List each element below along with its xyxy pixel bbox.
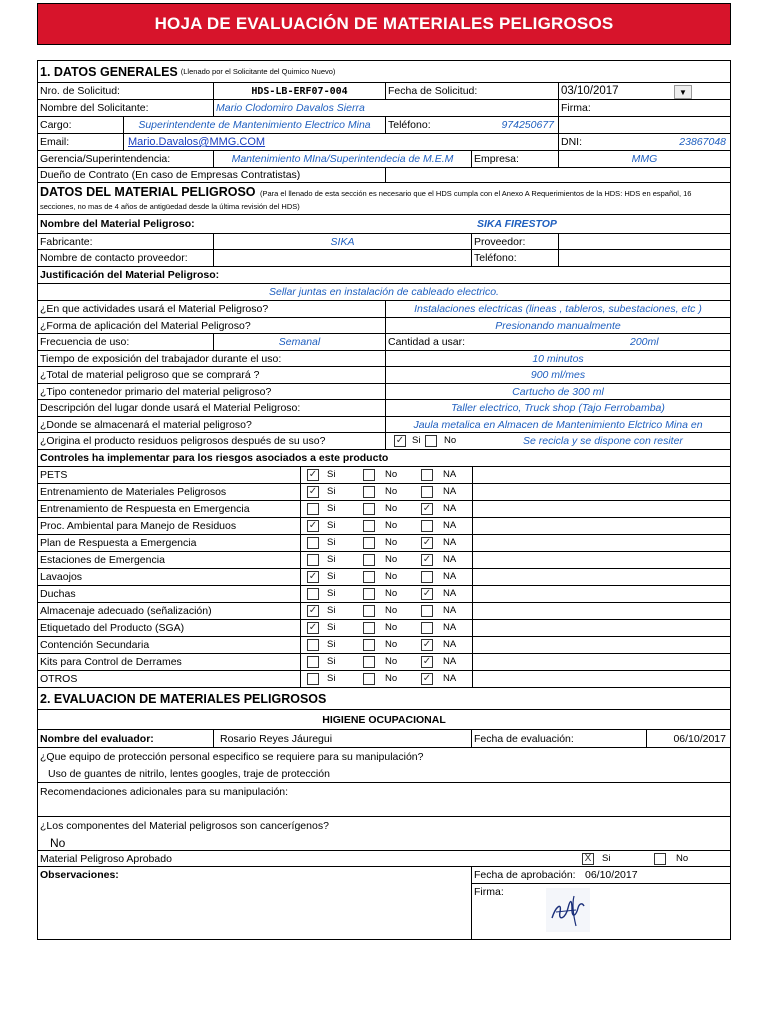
residuos-value: Se recicla y se dispone con resiter <box>523 435 683 447</box>
total-value: 900 ml/mes <box>385 367 730 383</box>
control-no-checkbox[interactable] <box>363 656 375 668</box>
control-label: Estaciones de Emergencia <box>40 554 165 566</box>
control-no-checkbox[interactable] <box>363 622 375 634</box>
control-si-label: Si <box>327 537 336 548</box>
control-label: Kits para Control de Derrames <box>40 656 182 668</box>
control-row <box>38 518 730 535</box>
control-row <box>38 484 730 501</box>
control-no-checkbox[interactable] <box>363 554 375 566</box>
control-si-label: Si <box>327 520 336 531</box>
fecha-aprobacion-label: Fecha de aprobación: <box>474 869 576 881</box>
cancer-question: ¿Los componentes del Material peligrosos son cancerígenos? <box>40 819 329 832</box>
control-no-label: No <box>385 469 398 480</box>
control-na-label: NA <box>443 605 457 616</box>
control-row <box>38 671 730 688</box>
frecuencia-value: Semanal <box>213 334 385 350</box>
controls-header <box>38 450 730 467</box>
control-na-label: NA <box>443 622 457 633</box>
forma-label: ¿Forma de aplicación del Material Peligroso? <box>40 319 251 332</box>
control-no-checkbox[interactable] <box>363 673 375 685</box>
control-no-label: No <box>385 622 398 633</box>
control-options <box>300 535 472 551</box>
forma-value: Presionando manualmente <box>385 318 730 333</box>
control-na-checkbox[interactable] <box>421 520 433 532</box>
section-1-note: (Llenado por el Solicitante del Quimico Nuevo) <box>180 67 336 76</box>
control-no-checkbox[interactable] <box>363 469 375 481</box>
material-note-b: secciones, no mas de 4 años de antigüedad desde la última revisión del HDS) <box>40 202 300 211</box>
control-no-label: No <box>385 503 398 514</box>
actividades-label: ¿En que actividades usará el Material Peligroso? <box>40 303 269 315</box>
control-no-label: No <box>385 537 398 548</box>
frecuencia-label: Frecuencia de uso: <box>40 336 130 348</box>
control-options <box>300 518 472 534</box>
control-si-checkbox[interactable]: ✓ <box>308 486 318 497</box>
control-options <box>300 637 472 653</box>
control-no-label: No <box>385 673 398 684</box>
control-notes <box>472 535 730 551</box>
row-gerencia <box>38 151 730 168</box>
control-row <box>38 620 730 637</box>
control-row <box>38 501 730 518</box>
tipo-value: Cartucho de 300 ml <box>385 384 730 399</box>
control-na-checkbox[interactable]: ✓ <box>422 588 432 599</box>
control-no-label: No <box>385 656 398 667</box>
control-na-label: NA <box>443 554 457 565</box>
control-options <box>300 586 472 602</box>
firma-aprobacion-label: Firma: <box>474 886 504 898</box>
gerencia-label: Gerencia/Superintendencia: <box>40 153 171 165</box>
controls-title: Controles ha implementar para los riesgos asociados a este producto <box>40 452 389 464</box>
control-label: Plan de Respuesta a Emergencia <box>40 537 197 549</box>
tiempo-value: 10 minutos <box>385 351 730 366</box>
cargo-label: Cargo: <box>40 119 72 131</box>
control-si-checkbox[interactable] <box>307 588 319 600</box>
email-link[interactable]: Mario.Davalos@MMG.COM <box>128 136 266 148</box>
control-no-label: No <box>385 605 398 616</box>
cargo-value: Superintendente de Mantenimiento Electrico Mina <box>123 117 385 133</box>
row-dueno-contrato <box>38 168 730 183</box>
row-cancerigenos <box>38 817 730 851</box>
control-si-checkbox[interactable] <box>307 656 319 668</box>
fecha-aprobacion-row <box>471 867 730 884</box>
control-row <box>38 569 730 586</box>
control-notes <box>472 518 730 534</box>
nro-label: Nro. de Solicitud: <box>40 85 120 97</box>
control-si-label: Si <box>327 605 336 616</box>
control-si-checkbox[interactable] <box>307 537 319 549</box>
higiene-title: HIGIENE OCUPACIONAL <box>322 713 446 726</box>
epp-question: ¿Que equipo de protección personal especifico se requiere para su manipulación? <box>40 750 424 763</box>
control-na-checkbox[interactable]: ✓ <box>422 554 432 565</box>
control-options <box>300 467 472 483</box>
row-aprobado <box>38 851 730 867</box>
residuos-si-label: Si <box>412 435 421 446</box>
control-label: Etiquetado del Producto (SGA) <box>40 622 185 634</box>
control-na-checkbox[interactable]: ✓ <box>422 673 432 684</box>
empresa-value: MMG <box>558 151 730 167</box>
control-no-checkbox[interactable] <box>363 503 375 515</box>
control-notes <box>472 501 730 517</box>
control-no-checkbox[interactable] <box>363 486 375 498</box>
control-na-checkbox[interactable] <box>421 605 433 617</box>
control-na-label: NA <box>443 537 457 548</box>
control-si-label: Si <box>327 571 336 582</box>
fecha-aprobacion-value: 06/10/2017 <box>585 869 638 881</box>
control-na-checkbox[interactable] <box>421 486 433 498</box>
control-label: OTROS <box>40 673 78 685</box>
control-si-label: Si <box>327 554 336 565</box>
fecha-evaluacion-value: 06/10/2017 <box>646 730 730 747</box>
actividades-value: Instalaciones electricas (lineas , tableros, subestaciones, etc ) <box>385 301 730 317</box>
row-tiempo <box>38 351 730 367</box>
control-si-checkbox[interactable]: ✓ <box>308 469 318 480</box>
fecha-solicitud-value: 03/10/2017 <box>561 85 619 97</box>
control-si-label: Si <box>327 588 336 599</box>
fabricante-value: SIKA <box>213 234 471 249</box>
control-no-label: No <box>385 520 398 531</box>
almacena-value: Jaula metalica en Almacen de Mantenimiento Elctrico Mina en <box>385 417 730 432</box>
lugar-label: Descripción del lugar donde usará el Material Peligroso: <box>40 402 301 414</box>
lugar-value: Taller electrico, Truck shop (Tajo Ferrobamba) <box>385 400 730 416</box>
control-na-checkbox[interactable]: ✓ <box>422 656 432 667</box>
control-notes <box>472 467 730 483</box>
control-na-checkbox[interactable]: ✓ <box>422 537 432 548</box>
control-si-checkbox[interactable]: ✓ <box>308 520 318 531</box>
row-almacena <box>38 417 730 433</box>
control-si-label: Si <box>327 673 336 684</box>
control-si-checkbox[interactable]: ✓ <box>308 622 318 633</box>
proveedor-label: Proveedor: <box>471 234 558 249</box>
evaluation-form <box>37 60 731 940</box>
control-na-label: NA <box>443 469 457 480</box>
control-row <box>38 552 730 569</box>
tiempo-label: Tiempo de exposición del trabajador durante el uso: <box>40 352 282 365</box>
control-na-checkbox[interactable]: ✓ <box>422 503 432 514</box>
fabricante-label: Fabricante: <box>40 235 93 248</box>
control-notes <box>472 569 730 585</box>
control-label: Almacenaje adecuado (señalización) <box>40 605 212 617</box>
control-options <box>300 484 472 500</box>
telefono-label: Teléfono: <box>385 117 465 133</box>
control-si-label: Si <box>327 656 336 667</box>
dni-value: 23867048 <box>679 136 726 148</box>
row-frecuencia <box>38 334 730 351</box>
dropdown-arrow-icon[interactable]: ▼ <box>674 85 692 99</box>
cantidad-label: Cantidad a usar: <box>385 334 515 350</box>
material-note-a: (Para el llenado de esta sección es necesario que el HDS cumpla con el Anexo A Requerimientos de la HDS: HDS en español, 16 <box>259 189 692 198</box>
evaluador-label: Nombre del evaluador: <box>40 732 154 745</box>
control-label: Entrenamiento de Materiales Peligrosos <box>40 486 227 498</box>
row-residuos <box>38 433 730 450</box>
control-notes <box>472 654 730 670</box>
justificacion-label: Justificación del Material Peligroso: <box>40 269 220 281</box>
control-na-label: NA <box>443 503 457 514</box>
control-no-checkbox[interactable] <box>363 639 375 651</box>
firma-aprobacion-box <box>471 884 730 939</box>
empresa-label: Empresa: <box>471 151 558 167</box>
telefono-proveedor-label: Teléfono: <box>471 250 558 266</box>
control-si-checkbox[interactable]: ✓ <box>308 605 318 616</box>
contacto-label: Nombre de contacto proveedor: <box>40 252 188 264</box>
control-label: Duchas <box>40 588 76 600</box>
fecha-solicitud-dropdown[interactable] <box>558 83 730 99</box>
aprobado-no-label: No <box>676 853 689 864</box>
residuos-label: ¿Origina el producto residuos peligrosos después de su uso? <box>40 435 326 447</box>
control-si-checkbox[interactable]: ✓ <box>308 571 318 582</box>
nombre-material-value: SIKA FIRESTOP <box>477 218 557 230</box>
epp-answer: Uso de guantes de nitrilo, lentes googles, traje de protección <box>48 767 330 780</box>
control-row <box>38 535 730 552</box>
dni-label: DNI: <box>558 134 618 150</box>
control-label: Contención Secundaria <box>40 639 150 651</box>
aprobado-label: Material Peligroso Aprobado <box>40 852 172 865</box>
control-notes <box>472 637 730 653</box>
firma-label: Firma: <box>558 100 730 116</box>
material-header <box>38 183 730 215</box>
control-label: Lavaojos <box>40 571 83 583</box>
control-na-label: NA <box>443 639 457 650</box>
row-nro-solicitud <box>38 83 730 100</box>
section-1-header <box>38 61 730 83</box>
row-actividades <box>38 301 730 318</box>
control-options <box>300 569 472 585</box>
cancer-answer: No <box>50 835 66 850</box>
control-si-label: Si <box>327 639 336 650</box>
row-email <box>38 134 730 151</box>
material-title: DATOS DEL MATERIAL PELIGROSO <box>40 185 256 199</box>
control-si-checkbox[interactable] <box>307 639 319 651</box>
page-title: HOJA DE EVALUACIÓN DE MATERIALES PELIGROSOS <box>37 3 731 45</box>
row-nombre-solicitante <box>38 100 730 117</box>
residuos-no-checkbox[interactable] <box>425 435 437 447</box>
nombre-value: Mario Clodomiro Davalos Sierra <box>213 100 558 116</box>
control-notes <box>472 552 730 568</box>
control-row <box>38 637 730 654</box>
control-notes <box>472 603 730 619</box>
control-na-label: NA <box>443 571 457 582</box>
control-si-label: Si <box>327 486 336 497</box>
control-notes <box>472 671 730 687</box>
row-fabricante <box>38 234 730 250</box>
control-label: Proc. Ambiental para Manejo de Residuos <box>40 520 237 532</box>
row-tipo-contenedor <box>38 384 730 400</box>
row-cargo <box>38 117 730 134</box>
row-epp <box>38 748 730 783</box>
control-si-checkbox[interactable] <box>307 503 319 515</box>
control-options <box>300 603 472 619</box>
control-no-checkbox[interactable] <box>363 520 375 532</box>
row-recomendaciones <box>38 783 730 817</box>
evaluador-value: Rosario Reyes Jáuregui <box>213 730 471 747</box>
control-no-label: No <box>385 486 398 497</box>
cantidad-value: 200ml <box>630 336 659 348</box>
control-si-checkbox[interactable] <box>307 673 319 685</box>
nombre-label: Nombre del Solicitante: <box>40 102 149 114</box>
fecha-evaluacion-label: Fecha de evaluación: <box>471 730 646 747</box>
control-label: Entrenamiento de Respuesta en Emergencia <box>40 503 250 515</box>
justificacion-value: Sellar juntas en instalación de cableado electrico. <box>269 286 499 298</box>
total-label: ¿Total de material peligroso que se comprará ? <box>40 369 260 381</box>
almacena-label: ¿Donde se almacenará el material peligroso? <box>40 418 252 431</box>
control-options <box>300 671 472 687</box>
recomendaciones-label: Recomendaciones adicionales para su manipulación: <box>40 785 289 798</box>
control-na-label: NA <box>443 486 457 497</box>
control-notes <box>472 586 730 602</box>
control-si-checkbox[interactable] <box>307 554 319 566</box>
control-row <box>38 467 730 484</box>
control-na-checkbox[interactable] <box>421 622 433 634</box>
row-contacto <box>38 250 730 267</box>
row-evaluador <box>38 730 730 748</box>
control-notes <box>472 484 730 500</box>
control-label: PETS <box>40 469 68 481</box>
control-no-checkbox[interactable] <box>363 571 375 583</box>
control-no-label: No <box>385 571 398 582</box>
aprobado-no-checkbox[interactable] <box>654 853 666 865</box>
control-options <box>300 501 472 517</box>
control-na-checkbox[interactable] <box>421 469 433 481</box>
nro-value: HDS-LB-ERF07-004 <box>213 83 385 99</box>
control-si-label: Si <box>327 503 336 514</box>
higiene-header <box>38 710 730 730</box>
aprobado-si-checkbox[interactable]: X <box>582 853 594 865</box>
signature-image <box>546 888 590 932</box>
control-no-label: No <box>385 554 398 565</box>
row-total <box>38 367 730 384</box>
control-na-checkbox[interactable] <box>421 571 433 583</box>
tipo-label: ¿Tipo contenedor primario del material peligroso? <box>40 385 272 398</box>
control-no-checkbox[interactable] <box>363 537 375 549</box>
control-na-checkbox[interactable]: ✓ <box>422 639 432 650</box>
control-no-checkbox[interactable] <box>363 605 375 617</box>
control-no-label: No <box>385 588 398 599</box>
observaciones-label: Observaciones: <box>40 869 119 881</box>
dueno-label: Dueño de Contrato (En caso de Empresas Contratistas) <box>40 169 301 181</box>
control-row <box>38 603 730 620</box>
aprobado-si-label: Si <box>602 853 611 864</box>
control-si-label: Si <box>327 622 336 633</box>
section-1-title: 1. DATOS GENERALES <box>40 64 178 79</box>
telefono-value: 974250677 <box>501 119 554 131</box>
section-2-header <box>38 688 730 710</box>
row-forma <box>38 318 730 334</box>
control-options <box>300 620 472 636</box>
control-notes <box>472 620 730 636</box>
control-options <box>300 552 472 568</box>
gerencia-value: Mantenimiento MIna/Superintendecia de M.E.M <box>213 151 471 167</box>
control-na-label: NA <box>443 656 457 667</box>
email-label: Email: <box>40 136 70 148</box>
control-si-label: Si <box>327 469 336 480</box>
control-row <box>38 586 730 603</box>
control-options <box>300 654 472 670</box>
control-no-checkbox[interactable] <box>363 588 375 600</box>
fecha-solicitud-label: Fecha de Solicitud: <box>385 83 558 99</box>
control-na-label: NA <box>443 520 457 531</box>
row-nombre-material <box>38 215 730 234</box>
control-row <box>38 654 730 671</box>
residuos-si-checkbox[interactable]: ✓ <box>395 435 405 446</box>
row-justificacion <box>38 267 730 284</box>
row-lugar <box>38 400 730 417</box>
row-justificacion-value <box>38 284 730 301</box>
control-no-label: No <box>385 639 398 650</box>
control-na-label: NA <box>443 673 457 684</box>
control-na-label: NA <box>443 588 457 599</box>
residuos-no-label: No <box>444 435 457 446</box>
observaciones-box <box>38 867 471 939</box>
nombre-material-label: Nombre del Material Peligroso: <box>40 218 195 230</box>
section-2-title: 2. EVALUACION DE MATERIALES PELIGROSOS <box>40 691 327 706</box>
